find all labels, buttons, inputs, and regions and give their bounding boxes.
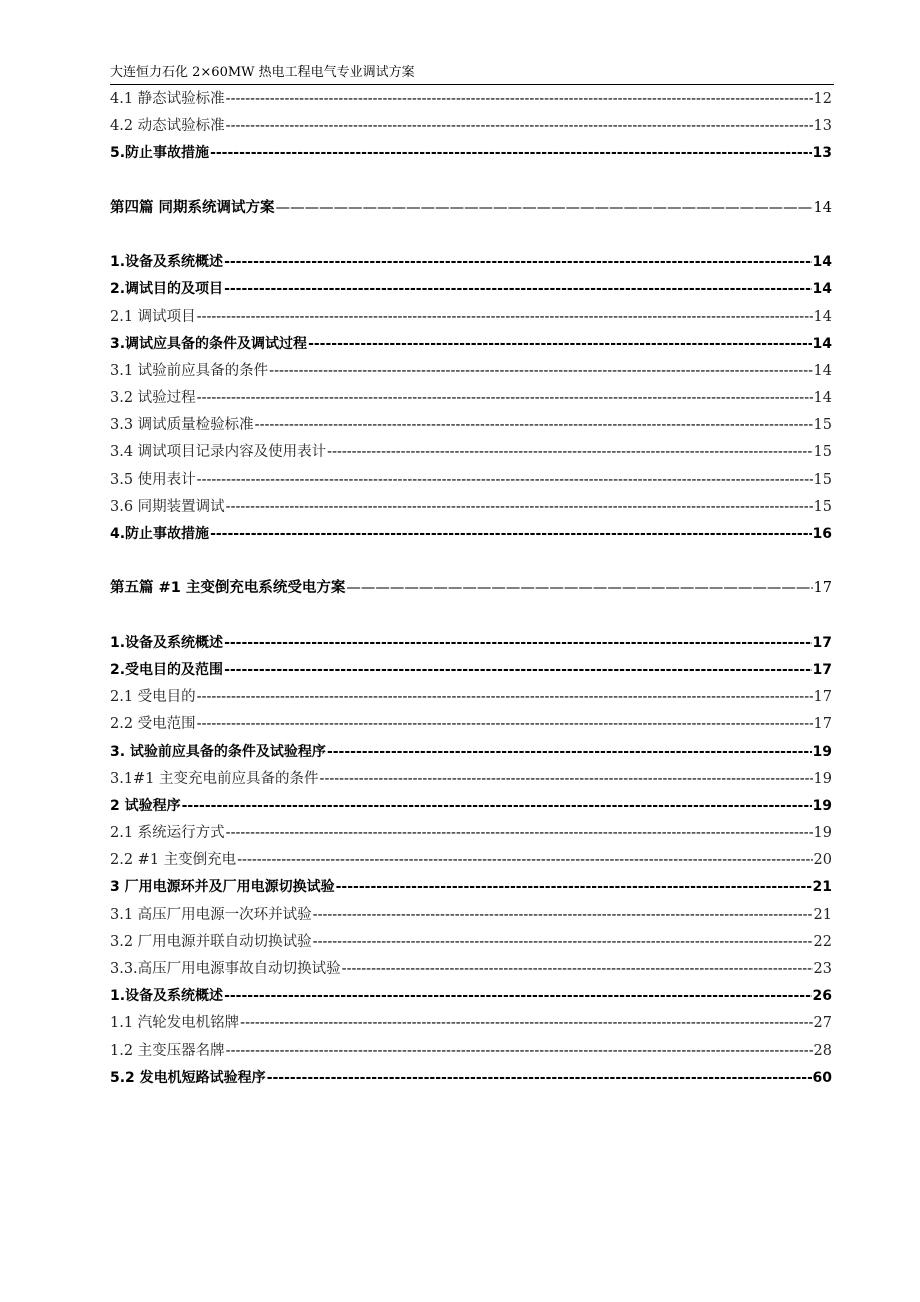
toc-entry[interactable] <box>110 739 832 766</box>
header-title: 大连恒力石化 2×60MW 热电工程电气专业调试方案 <box>110 65 415 80</box>
toc-spacer <box>110 168 832 195</box>
toc-leader <box>197 385 813 412</box>
toc-leader <box>197 467 813 494</box>
toc-entry-label: 3. 试验前应具备的条件及试验程序 <box>110 743 326 760</box>
toc-entry-page: 28 <box>813 1042 832 1059</box>
toc-entry-page: 14 <box>812 281 832 298</box>
toc-entry[interactable] <box>110 657 832 684</box>
toc-entry-page: 27 <box>813 1015 832 1032</box>
toc-entry-label: 3.3.高压厂用电源事故自动切换试验 <box>110 961 341 977</box>
toc-entry-page: 20 <box>813 852 832 869</box>
toc-entry-label: 2.1 调试项目 <box>110 308 196 325</box>
toc-leader <box>197 684 813 711</box>
toc-entry-label: 2.2 #1 主变倒充电 <box>110 852 237 869</box>
toc-entry-label: 2.1 受电目的 <box>110 689 196 706</box>
toc-entry[interactable] <box>110 86 832 113</box>
toc-entry-page: 17 <box>812 661 832 678</box>
toc-entry-label: 第五篇 #1 主变倒充电系统受电方案 <box>110 580 346 597</box>
toc-spacer <box>110 603 832 630</box>
toc-entry[interactable] <box>110 684 832 711</box>
toc-entry-page: 19 <box>812 743 832 760</box>
toc-entry-page: 23 <box>813 961 832 977</box>
toc-entry[interactable] <box>110 630 832 657</box>
toc-entry-page: 12 <box>813 91 832 107</box>
toc-leader <box>224 249 811 276</box>
toc-entry-page: 17 <box>813 689 832 706</box>
toc-entry-page: 14 <box>812 254 832 271</box>
toc-entry-label: 3.6 同期装置调试 <box>110 498 225 515</box>
toc-leader <box>255 412 813 439</box>
toc-leader <box>267 1065 812 1092</box>
toc-entry-page: 15 <box>813 498 832 515</box>
toc-entry[interactable] <box>110 847 832 874</box>
toc-entry[interactable] <box>110 929 832 956</box>
toc-entry-label: 2.1 系统运行方式 <box>110 825 225 842</box>
toc-leader <box>224 630 811 657</box>
toc-entry-page: 15 <box>813 417 832 434</box>
toc-entry-label: 5.防止事故措施 <box>110 145 210 162</box>
toc-entry[interactable] <box>110 140 832 167</box>
toc-entry-label: 3.2 试验过程 <box>110 390 196 407</box>
toc-leader <box>269 358 812 385</box>
toc-spacer <box>110 548 832 575</box>
toc-entry[interactable] <box>110 766 832 793</box>
toc-leader <box>342 956 813 983</box>
toc-entry[interactable] <box>110 494 832 521</box>
toc-entry[interactable] <box>110 1010 832 1037</box>
toc-entry-page: 60 <box>812 1069 832 1086</box>
toc-entry-label: 2.2 受电范围 <box>110 716 196 733</box>
toc-entry[interactable] <box>110 467 832 494</box>
toc-entry-page: 14 <box>813 199 832 216</box>
toc-entry[interactable] <box>110 385 832 412</box>
toc-leader <box>240 1010 812 1037</box>
toc-entry-page: 22 <box>813 933 832 950</box>
toc-leader <box>336 874 812 901</box>
toc-leader <box>197 304 813 331</box>
toc-entry-label: 1.设备及系统概述 <box>110 254 224 271</box>
toc-leader <box>224 657 811 684</box>
toc-entry-page: 21 <box>812 879 832 896</box>
toc-entry-page: 15 <box>813 471 832 488</box>
toc-entry-label: 3 厂用电源环并及厂用电源切换试验 <box>110 879 335 896</box>
toc-entry[interactable] <box>110 276 832 303</box>
toc-leader <box>276 195 813 222</box>
toc-leader <box>224 983 811 1010</box>
toc-leader <box>327 439 812 466</box>
toc-entry-label: 3.4 调试项目记录内容及使用表计 <box>110 444 327 461</box>
toc-entry-label: 3.1 试验前应具备的条件 <box>110 362 269 379</box>
toc-entry-label: 4.1 静态试验标准 <box>110 91 225 107</box>
toc-entry-label: 2.调试目的及项目 <box>110 281 224 298</box>
toc-entry[interactable] <box>110 439 832 466</box>
toc-entry-label: 2.受电目的及范围 <box>110 661 224 678</box>
toc-entry[interactable] <box>110 331 832 358</box>
toc-entry-page: 17 <box>813 716 832 733</box>
toc-entry-label: 1.2 主变压器名牌 <box>110 1042 225 1059</box>
toc-entry-page: 15 <box>813 444 832 461</box>
toc-entry[interactable] <box>110 1065 832 1092</box>
toc-entry[interactable] <box>110 902 832 929</box>
toc-entry-page: 19 <box>813 825 832 842</box>
toc-entry-page: 14 <box>813 362 832 379</box>
toc-entry-label: 2 试验程序 <box>110 797 181 814</box>
toc-entry[interactable] <box>110 412 832 439</box>
toc-entry-label: 3.调试应具备的条件及调试过程 <box>110 335 308 352</box>
toc-entry[interactable] <box>110 358 832 385</box>
toc-leader <box>224 276 811 303</box>
toc-leader <box>226 494 813 521</box>
toc-leader <box>313 902 813 929</box>
page-header <box>110 64 834 85</box>
toc-leader <box>237 847 812 874</box>
toc-leader <box>226 1038 813 1065</box>
toc-entry[interactable] <box>110 983 832 1010</box>
toc-entry-label: 第四篇 同期系统调试方案 <box>110 199 275 216</box>
toc-leader <box>226 113 813 140</box>
toc-leader <box>197 711 813 738</box>
toc-entry[interactable] <box>110 820 832 847</box>
toc-entry-page: 17 <box>813 580 832 597</box>
toc-entry-label: 1.设备及系统概述 <box>110 634 224 651</box>
toc-spacer <box>110 222 832 249</box>
toc-entry[interactable] <box>110 793 832 820</box>
toc-entry-label: 3.2 厂用电源并联自动切换试验 <box>110 933 312 950</box>
toc-entry[interactable] <box>110 304 832 331</box>
toc-entry-page: 17 <box>812 634 832 651</box>
toc-entry[interactable] <box>110 874 832 901</box>
toc-leader <box>226 86 813 113</box>
toc-entry-label: 3.1#1 主变充电前应具备的条件 <box>110 770 319 787</box>
toc-entry-page: 16 <box>812 526 832 542</box>
toc-leader <box>226 820 813 847</box>
toc-part-heading[interactable] <box>110 575 832 602</box>
toc-entry-page: 14 <box>812 335 832 352</box>
toc-entry-page: 19 <box>813 770 832 787</box>
toc-entry-page: 14 <box>813 390 832 407</box>
toc-leader <box>210 140 811 167</box>
toc-entry-label: 4.防止事故措施 <box>110 526 210 542</box>
toc-entry-label: 5.2 发电机短路试验程序 <box>110 1069 266 1086</box>
toc-entry-label: 3.5 使用表计 <box>110 471 196 488</box>
toc-entry[interactable] <box>110 249 832 276</box>
toc-entry-page: 13 <box>813 118 832 135</box>
toc-leader <box>182 793 812 820</box>
toc-leader <box>308 331 811 358</box>
toc-entry-page: 14 <box>813 308 832 325</box>
toc-entry-page: 26 <box>812 988 832 1005</box>
toc-leader <box>346 575 812 602</box>
toc-entry-page: 21 <box>813 906 832 923</box>
toc-entry-page: 19 <box>812 797 832 814</box>
toc-entry[interactable] <box>110 711 832 738</box>
toc-entry-label: 4.2 动态试验标准 <box>110 118 225 135</box>
toc-entry-label: 1.设备及系统概述 <box>110 988 224 1005</box>
toc-leader <box>320 766 813 793</box>
toc-leader <box>327 739 812 766</box>
toc-entry[interactable] <box>110 956 832 983</box>
toc-leader <box>210 521 811 548</box>
toc-leader <box>313 929 813 956</box>
toc-entry-page: 13 <box>812 145 832 162</box>
toc-entry-label: 1.1 汽轮发电机铭牌 <box>110 1015 240 1032</box>
toc-entry[interactable] <box>110 521 832 548</box>
toc-entry[interactable] <box>110 1038 832 1065</box>
toc-entry-label: 3.3 调试质量检验标准 <box>110 417 254 434</box>
toc-part-heading[interactable] <box>110 195 832 222</box>
toc-entry-label: 3.1 高压厂用电源一次环并试验 <box>110 906 312 923</box>
toc-entry[interactable] <box>110 113 832 140</box>
table-of-contents <box>110 86 832 1092</box>
